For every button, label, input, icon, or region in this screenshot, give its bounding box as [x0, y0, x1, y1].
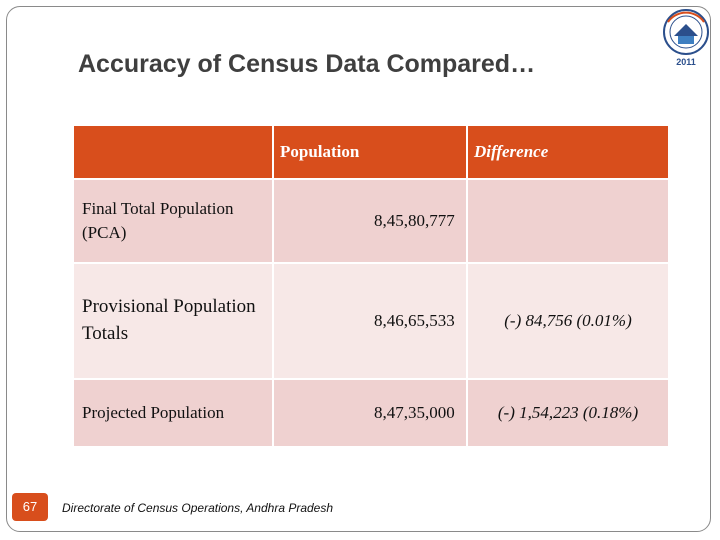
row-difference-provisional: (-) 84,756 (0.01%)	[467, 263, 669, 379]
row-difference-final	[467, 179, 669, 263]
census-emblem-icon	[660, 8, 712, 72]
row-label-provisional: Provisional Population Totals	[73, 263, 273, 379]
header-blank	[73, 125, 273, 179]
footer-text: Directorate of Census Operations, Andhra Pradesh	[62, 501, 334, 515]
slide-number: 67	[12, 493, 48, 521]
row-label-projected: Projected Population	[73, 379, 273, 447]
table-row	[73, 263, 669, 379]
table-header-row	[73, 125, 669, 179]
row-population-projected: 8,47,35,000	[273, 379, 467, 447]
slide-title: Accuracy of Census Data Compared…	[78, 50, 536, 78]
logo-year: 2011	[676, 57, 696, 67]
header-difference: Difference	[467, 125, 669, 179]
comparison-table	[72, 124, 670, 448]
table-row	[73, 379, 669, 447]
row-population-provisional: 8,46,65,533	[273, 263, 467, 379]
census-logo	[660, 8, 712, 72]
row-population-final: 8,45,80,777	[273, 179, 467, 263]
header-population: Population	[273, 125, 467, 179]
row-label-final: Final Total Population (PCA)	[73, 179, 273, 263]
table-row	[73, 179, 669, 263]
row-difference-projected: (-) 1,54,223 (0.18%)	[467, 379, 669, 447]
